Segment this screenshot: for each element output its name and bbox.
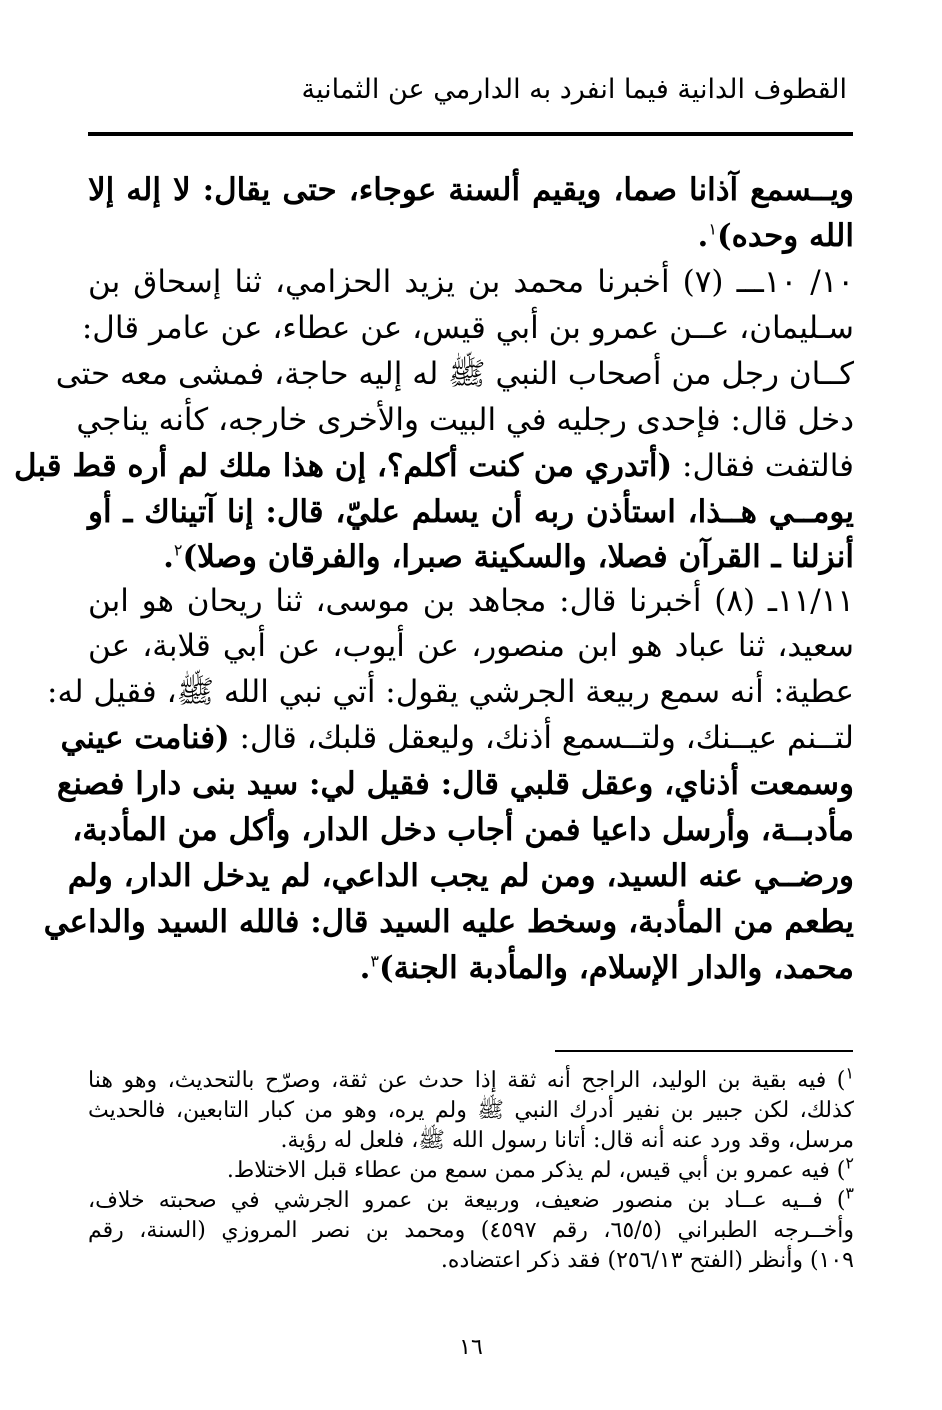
body-line <box>13 443 854 489</box>
footnote-marker: ١ <box>708 219 717 239</box>
text-run: مرسل، وقد ورد عنه أنه قال: أتانا رسول الله ﷺ، فلعل له رؤية. <box>280 1128 854 1153</box>
text-run: سـليمان، عــن عمرو بن أبي قيس، عن عطاء، عن عامر قال: <box>81 310 854 346</box>
body-line <box>76 397 854 443</box>
text-run: ) فيه بقية بن الوليد، الراجح أنه ثقة إذا حدث عن ثقة، وصرّح بالتحديث، وهو هنا <box>88 1068 846 1093</box>
text-run: (أتدري من كنت أكلم؟، إن هذا ملك لم أره قط قبل <box>13 448 673 484</box>
body-line <box>88 489 854 535</box>
text-run: ورضــي عنه السيد، ومن لم يجب الداعي، لم يدخل الدار، ولم <box>67 858 854 894</box>
body-line <box>43 899 854 945</box>
footnote-marker: ٣ <box>370 951 379 971</box>
body-line <box>88 167 854 213</box>
text-run: ويــسمع آذانا صما، ويقيم ألسنة عوجاء، حتى يقال: لا إله إلا <box>88 172 854 208</box>
footnote-marker: ٢ <box>845 1153 854 1173</box>
footnote-line <box>88 1183 854 1216</box>
running-header: القطوف الدانية فيما انفرد به الدارمي عن الثمانية <box>301 74 847 105</box>
text-run: الله وحده) <box>716 218 854 254</box>
body-line <box>88 579 854 623</box>
text-run: ١١/١١ـ (٨) أخبرنا قال: مجاهد بن موسى، ثنا ريحان هو ابن <box>88 583 854 619</box>
footnote-line <box>88 1096 854 1126</box>
body-line <box>67 853 854 899</box>
body-line <box>88 213 854 259</box>
footnote-marker: ٣ <box>845 1183 854 1203</box>
body-line <box>60 715 854 761</box>
footnote-line <box>88 1126 854 1156</box>
body-line <box>88 945 854 991</box>
header-rule <box>88 132 853 136</box>
body-line <box>47 669 854 715</box>
text-run: ) فيه عمرو بن أبي قيس، لم يذكر ممن سمع من عطاء قبل الاختلاط. <box>226 1158 846 1183</box>
footnote-marker: ٢ <box>173 540 183 560</box>
footnote-marker: ١ <box>845 1063 854 1083</box>
footnote-line <box>88 1153 854 1186</box>
text-run: كذلك، لكن جبير بن نفير أدرك النبي ﷺ ولم يره، وهو من كبار التابعين، فالحديث <box>88 1098 854 1123</box>
text-run: ١٠٩) وأنظر (الفتح ٢٥٦/١٣) فقد ذكر اعتضاده. <box>440 1248 854 1273</box>
text-run: كــان رجل من أصحاب النبي ﷺ له إليه حاجة، فمشى معه حتى <box>55 356 854 392</box>
text-run: ) فــيه عــاد بن منصور ضعيف، وربيعة بن عمرو الجرشي في صحبته خلاف، <box>88 1188 846 1213</box>
footnote-line <box>88 1063 854 1096</box>
text-run: (فنامت عيني <box>60 720 230 756</box>
text-run: . <box>359 950 371 986</box>
footnote-line <box>88 1216 854 1246</box>
body-line <box>88 259 854 305</box>
body-line <box>72 807 854 853</box>
text-run: يومــي هــذا، استأذن ربه أن يسلم عليّ، قال: إنا آتيناك ـ أو <box>88 494 854 530</box>
text-run: مأدبــة، وأرسل داعيا فمن أجاب دخل الدار، وأكل من المأدبة، <box>72 812 854 848</box>
text-run: فالتفت فقال: <box>672 448 854 484</box>
text-run: ١٠/ ١٠ـــ (٧) أخبرنا محمد بن يزيد الحزامي، ثنا إسحاق بن <box>88 264 854 300</box>
text-run: يطعم من المأدبة، وسخط عليه السيد قال: فالله السيد والداعي <box>43 904 854 940</box>
text-run: وأخــرجه الطبراني (٦٥/٥، رقم ٤٥٩٧) ومحمد بن نصر المروزي (السنة، رقم <box>88 1218 854 1243</box>
text-run: سعيد، ثنا عباد هو ابن منصور، عن أيوب، عن أبي قلابة، عن <box>88 628 854 664</box>
body-line <box>56 761 854 807</box>
text-run: . <box>163 539 174 575</box>
text-run: عطية: أنه سمع ربيعة الجرشي يقول: أتي نبي الله ﷺ، فقيل له: <box>47 674 854 710</box>
body-line <box>81 305 854 351</box>
text-run: أنزلنا ـ القرآن فصلا، والسكينة صبرا، والفرقان وصلا) <box>182 539 854 575</box>
text-run: لتــنم عيــنك، ولتــسمع أذنك، وليعقل قلبك، قال: <box>229 720 854 756</box>
footnote-separator <box>555 1050 853 1052</box>
text-run: محمد، والدار الإسلام، والمأدبة الجنة) <box>379 950 854 986</box>
body-text <box>13 167 854 991</box>
footnotes <box>88 1063 854 1276</box>
page-number: ١٦ <box>459 1335 483 1360</box>
footnote-line <box>88 1246 854 1276</box>
body-line <box>88 623 854 669</box>
text-run: وسمعت أذناي، وعقل قلبي قال: فقيل لي: سيد بنى دارا فصنع <box>56 766 854 802</box>
text-run: . <box>697 218 709 254</box>
text-run: دخل قال: فإحدى رجليه في البيت والأخرى خارجه، كأنه يناجي <box>76 402 854 438</box>
body-line <box>55 351 854 397</box>
body-line <box>88 535 854 579</box>
